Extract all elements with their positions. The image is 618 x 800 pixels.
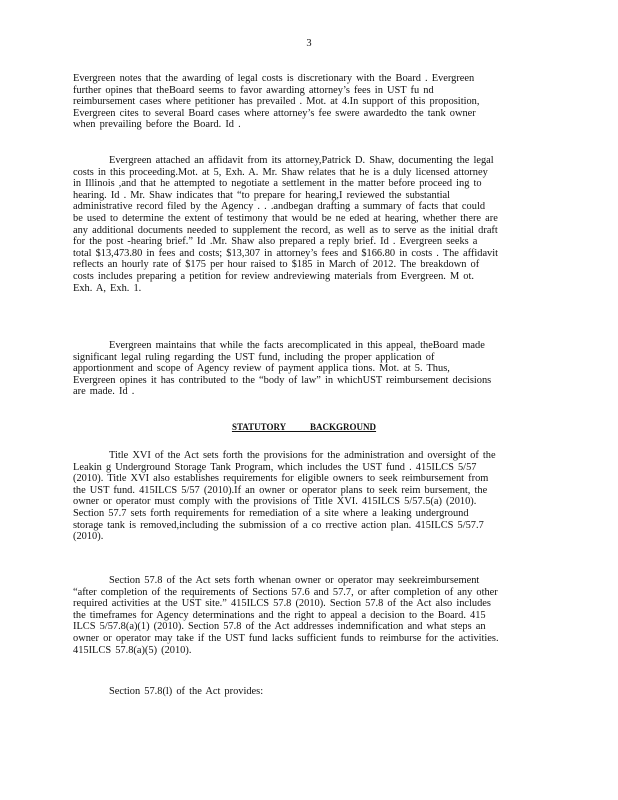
text-line: required activities at the UST site.” 415ILCS 57.8 (2010). Section 57.8 of the Act also includes: [73, 598, 491, 610]
text-line: Evergreen opines it has contributed to the “body of law” in whichUST reimbursement decisions: [73, 374, 492, 386]
text-line: significant legal ruling regarding the UST fund, including the proper application of: [73, 351, 435, 363]
text-line: costs includes preparing a petition for review andreviewing materials from Evergreen. M ot.: [73, 270, 474, 282]
text-line: hearing. Id . Mr. Shaw indicates that “to prepare for hearing,I reviewed the substantial: [73, 189, 450, 201]
text-line: apportionment and scope of Agency review of payment applica tions. Mot. at 5. Thus,: [73, 363, 450, 375]
text-line: be used to determine the extent of testimony that would be ne eded at hearing, whether there are: [73, 212, 498, 224]
text-line: for the post -hearing brief.” Id .Mr. Shaw also prepared a reply brief. Id . Evergreen seeks a: [73, 236, 478, 248]
text-line: Section 57.8 of the Act sets forth whenan owner or operator may seekreimbursement: [109, 575, 480, 586]
text-line: Title XVI of the Act sets forth the provisions for the administration and oversight of the: [109, 450, 496, 461]
text-line: costs in this proceeding.Mot. at 5, Exh. A. Mr. Shaw relates that he is a duly licensed attorney: [73, 166, 488, 178]
text-line: “after completion of the requirements of Sections 57.6 and 57.7, or after completion of any other: [73, 586, 498, 598]
text-line: are made. Id .: [73, 386, 135, 398]
text-line: owner or operator must comply with the provisions of Title XVI. 415ILCS 5/57.5(a) (2010).: [73, 496, 477, 508]
text-line: Section 57.8(l) of the Act provides:: [109, 686, 264, 697]
text-line: storage tank is removed,including the submission of a co rrective action plan. 415ILCS 5/57.7: [73, 519, 484, 531]
text-line: Section 57.7 sets forth requirements for remediation of a site where a leaking underground: [73, 507, 469, 519]
text-line: reflects an hourly rate of $175 per hour raised to $185 in March of 2012. The breakdown of: [73, 259, 480, 271]
text-line: total $13,473.80 in fees and costs; $13,307 in attorney’s fees and $166.80 in costs . The affidavit: [73, 247, 499, 259]
text-line: Evergreen notes that the awarding of legal costs is discretionary with the Board . Evergreen: [73, 73, 475, 84]
text-line: (2010). Title XVI also establishes requirements for eligible owners to seek reimbursement from: [73, 473, 489, 485]
text-line: reimbursement cases where petitioner has prevailed . Mot. at 4.In support of this proposition,: [73, 96, 480, 108]
page-number: 3: [306, 38, 312, 49]
paragraph-6: [73, 686, 535, 698]
paragraph-4: [73, 450, 535, 543]
paragraph-1: [73, 73, 535, 131]
text-line: further opines that theBoard seems to favor awarding attorney’s fees in UST fu nd: [73, 84, 434, 96]
text-line: when prevailing before the Board. Id .: [73, 119, 241, 131]
text-line: the timeframes for Agency determinations and the right to appeal a decision to the Board. 415: [73, 609, 486, 621]
text-line: 415ILCS 57.8(a)(5) (2010).: [73, 644, 192, 656]
text-line: (2010).: [73, 531, 104, 543]
text-line: the UST fund. 415ILCS 5/57 (2010).If an owner or operator plans to seek reim bursement, the: [73, 484, 488, 496]
text-line: ILCS 5/57.8(a)(1) (2010). Section 57.8 of the Act addresses indemnification and what steps an: [73, 621, 486, 633]
paragraph-5: [73, 575, 535, 656]
text-line: any additional documents needed to supplement the record, as well as to serve as the initial draft: [73, 224, 498, 236]
text-line: Exh. A, Exh. 1.: [73, 282, 142, 294]
text-line: Evergreen maintains that while the facts arecomplicated in this appeal, theBoard made: [109, 340, 485, 351]
section-heading: STATUTORY BACKGROUND: [231, 422, 377, 432]
text-line: administrative record filed by the Agency . . .andbegan drafting a summary of facts that could: [73, 201, 486, 213]
text-line: Evergreen attached an affidavit from its attorney,Patrick D. Shaw, documenting the legal: [109, 155, 494, 166]
paragraph-3: [73, 340, 535, 398]
text-line: in Illinois ,and that he attempted to negotiate a settlement in the matter before proceed ing to: [73, 178, 482, 190]
paragraph-2: [73, 155, 535, 294]
text-line: Leakin g Underground Storage Tank Program, which includes the UST fund . 415ILCS 5/57: [73, 461, 477, 473]
text-line: owner or operator may take if the UST fund lacks sufficient funds to reimburse for the activities.: [73, 632, 499, 644]
text-line: Evergreen cites to several Board cases where attorney’s fee swere awardedto the tank owner: [73, 107, 476, 119]
